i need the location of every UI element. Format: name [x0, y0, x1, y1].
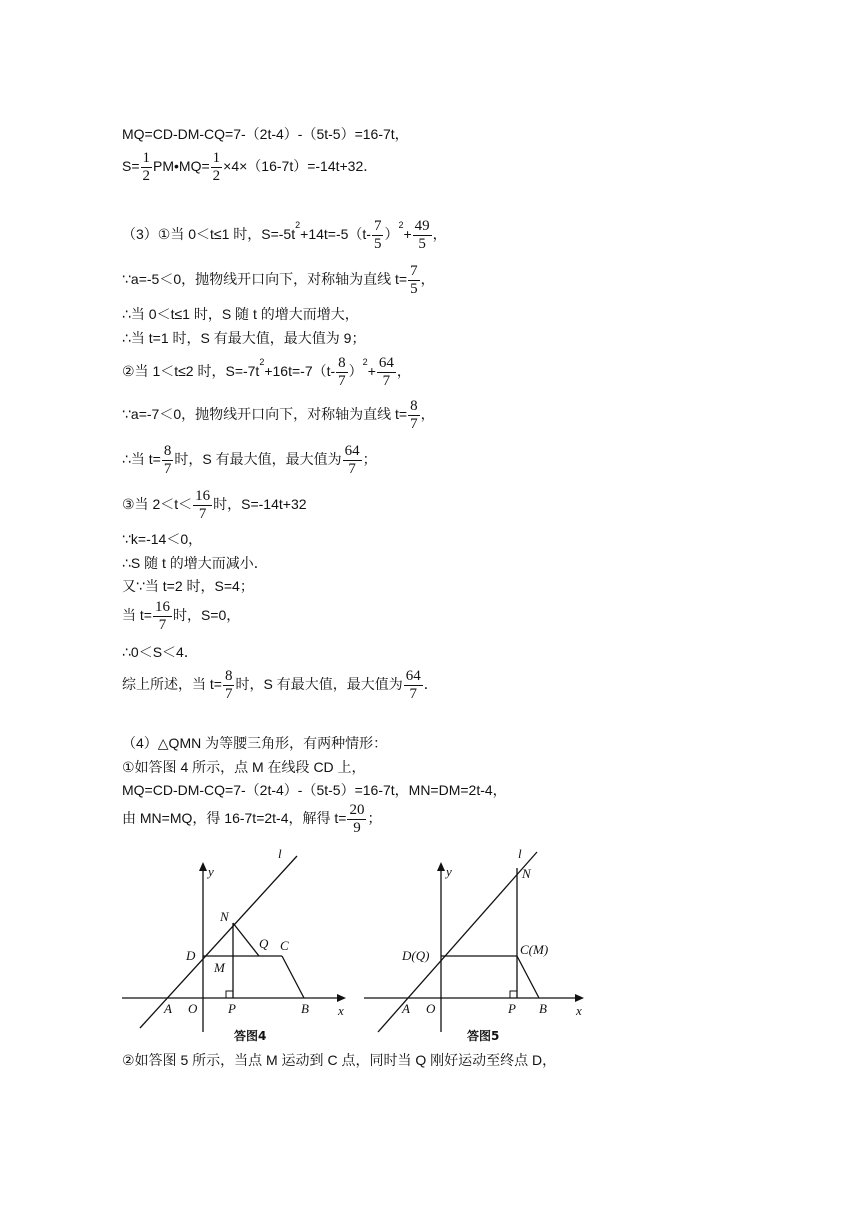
- label-b: B: [301, 1001, 309, 1016]
- fraction: [141, 150, 153, 185]
- fraction-denominator: 2: [142, 168, 151, 184]
- label-p: P: [228, 1001, 236, 1016]
- text-line-10: [122, 488, 307, 523]
- text-segment: 时，S=0，: [172, 607, 241, 624]
- text-line-3: [122, 218, 447, 253]
- fraction-denominator: 7: [158, 617, 167, 633]
- fraction-denominator: 7: [382, 373, 391, 389]
- fraction-numerator: 64: [405, 668, 421, 684]
- text-segment: ∴当 t=: [122, 451, 161, 468]
- text-segment: 当 t=: [122, 607, 152, 624]
- fraction-denominator: 7: [198, 506, 207, 522]
- fraction-numerator: 8: [224, 668, 233, 684]
- label-p: P: [508, 1001, 516, 1016]
- text-segment: ）: [348, 363, 363, 380]
- superscript: 2: [295, 220, 301, 230]
- text-segment: +16t=-7（t-: [264, 363, 336, 380]
- fraction-denominator: 7: [409, 686, 417, 702]
- text-line-14: [122, 599, 240, 634]
- fraction: [408, 398, 420, 433]
- label-c-m: C(M): [520, 942, 549, 957]
- fraction-numerator: 20: [349, 802, 365, 818]
- text-segment: PM•MQ=: [153, 158, 210, 175]
- text-line-9: [122, 443, 377, 478]
- x-axis-arrow: [337, 994, 346, 1002]
- fraction-numerator: 64: [378, 355, 394, 371]
- superscript: 2: [362, 357, 368, 367]
- label-y: y: [208, 864, 214, 879]
- fraction-denominator: 9: [353, 820, 361, 836]
- text-line-4: [122, 263, 435, 298]
- fraction-numerator: 8: [410, 398, 418, 414]
- text-line-11: ∵k=-14＜0，: [122, 531, 203, 547]
- fraction-numerator: 16: [195, 488, 211, 504]
- fraction-numerator: 8: [338, 355, 346, 371]
- text-segment: ③当 2＜t＜: [122, 496, 193, 513]
- text-segment: +: [367, 363, 376, 380]
- label-x: x: [338, 1003, 344, 1018]
- fraction: [404, 668, 423, 703]
- fraction-denominator: 5: [418, 236, 426, 252]
- text-line-20: [122, 802, 381, 837]
- figure-4-diagram: [120, 842, 360, 1047]
- fraction: [162, 443, 174, 478]
- y-axis-arrow: [437, 862, 445, 871]
- label-a: A: [402, 1001, 410, 1016]
- text-segment: ，: [432, 226, 447, 243]
- text-line-17: （4）△QMN 为等腰三角形，有两种情形：: [122, 735, 388, 751]
- text-segment: ，: [420, 271, 435, 288]
- fraction-denominator: 7: [410, 416, 418, 432]
- text-segment: 综上所述，当 t=: [122, 676, 222, 693]
- fraction-denominator: 7: [163, 461, 172, 477]
- fraction: [372, 218, 384, 253]
- text-line-7: [122, 355, 411, 390]
- text-segment: ，: [420, 406, 435, 423]
- text-line-16: [122, 668, 438, 703]
- fraction-numerator: 16: [154, 599, 170, 615]
- text-line-12: ∴S 随 t 的增大而减小．: [122, 555, 268, 571]
- fraction: [413, 218, 432, 253]
- fraction-denominator: 7: [224, 686, 233, 702]
- label-d: D: [186, 948, 196, 963]
- text-segment: ∵a=-7＜0，抛物线开口向下，对称轴为直线 t=: [122, 406, 408, 423]
- text-segment: S=: [122, 158, 140, 175]
- text-segment: 时，S 有最大值，最大值为: [174, 451, 342, 468]
- fraction: [193, 488, 212, 523]
- figure-5-caption: 答图5: [467, 1029, 500, 1043]
- label-a: A: [164, 1001, 172, 1016]
- text-segment: +: [403, 226, 412, 243]
- text-segment: ，: [396, 363, 411, 380]
- fraction-numerator: 7: [373, 218, 382, 234]
- fraction: [223, 668, 235, 703]
- right-angle-mark: [510, 991, 517, 998]
- fraction-numerator: 49: [414, 218, 430, 234]
- label-n: N: [220, 909, 229, 924]
- fraction: [377, 355, 396, 390]
- label-l: l: [518, 846, 522, 861]
- fraction: [408, 263, 420, 298]
- right-angle-mark: [226, 991, 233, 998]
- text-segment: ∵a=-5＜0，抛物线开口向下，对称轴为直线 t=: [122, 271, 408, 288]
- label-m: M: [214, 960, 225, 975]
- label-o: O: [188, 1001, 198, 1016]
- text-segment: 时，S=-14t+32: [213, 496, 307, 513]
- fraction-denominator: 2: [212, 168, 221, 184]
- y-axis-arrow: [199, 862, 207, 871]
- text-segment: （3）①当 0＜t≤1 时，S=-5t: [122, 226, 296, 243]
- segment-cb: [517, 956, 539, 998]
- label-q: Q: [259, 936, 269, 951]
- superscript: 2: [398, 220, 404, 230]
- text-line-13: 又∵当 t=2 时，S=4；: [122, 578, 254, 594]
- label-d-q: D(Q): [402, 948, 430, 963]
- fraction-numerator: 64: [344, 443, 360, 459]
- figure-4-caption: 答图4: [234, 1029, 267, 1043]
- text-line-2: [122, 150, 377, 185]
- label-x: x: [576, 1003, 582, 1018]
- text-segment: ）: [384, 226, 399, 243]
- text-segment: ×4×（16-7t）=-14t+32．: [223, 158, 378, 175]
- text-segment: ；: [362, 451, 377, 468]
- fraction-numerator: 8: [163, 443, 172, 459]
- label-o: O: [426, 1001, 436, 1016]
- fraction: [336, 355, 348, 390]
- fraction-numerator: 1: [142, 150, 151, 166]
- text-segment: +14t=-5（t-: [300, 226, 371, 243]
- fraction-denominator: 7: [338, 373, 346, 389]
- x-axis-arrow: [575, 994, 584, 1002]
- fraction-denominator: 7: [348, 461, 356, 477]
- fraction-denominator: 5: [373, 236, 382, 252]
- text-line-8: [122, 398, 435, 433]
- superscript: 2: [259, 357, 265, 367]
- text-line-5: ∴当 0＜t≤1 时，S 随 t 的增大而增大，: [122, 306, 359, 322]
- fraction-numerator: 7: [410, 263, 418, 279]
- fraction: [347, 802, 366, 837]
- label-b: B: [539, 1001, 547, 1016]
- text-segment: 由 MN=MQ，得 16-7t=2t-4，解得 t=: [122, 810, 347, 827]
- figure-5-diagram: [362, 842, 602, 1047]
- text-segment: ②当 1＜t≤2 时，S=-7t: [122, 363, 260, 380]
- label-y: y: [446, 864, 452, 879]
- text-line-19: MQ=CD-DM-CQ=7-（2t-4）-（5t-5）=16-7t，MN=DM=2t-4，: [122, 782, 507, 798]
- text-line-1: MQ=CD-DM-CQ=7-（2t-4）-（5t-5）=16-7t，: [122, 126, 409, 142]
- text-line-21: ②如答图 5 所示，当点 M 运动到 C 点，同时当 Q 刚好运动至终点 D，: [122, 1052, 557, 1068]
- text-segment: ．: [423, 676, 438, 693]
- text-segment: ；: [367, 810, 382, 827]
- text-line-18: ①如答图 4 所示，点 M 在线段 CD 上，: [122, 759, 366, 775]
- text-segment: 时，S 有最大值，最大值为: [235, 676, 403, 693]
- fraction-denominator: 5: [410, 281, 418, 297]
- fraction: [343, 443, 362, 478]
- segment-nq: [233, 923, 259, 956]
- label-n: N: [522, 866, 531, 881]
- label-c: C: [280, 938, 289, 953]
- fraction: [153, 599, 172, 634]
- fraction-numerator: 1: [212, 150, 221, 166]
- text-line-15: ∴0＜S＜4．: [122, 644, 198, 660]
- segment-cb: [282, 956, 304, 998]
- fraction: [211, 150, 223, 185]
- text-line-6: ∴当 t=1 时，S 有最大值，最大值为 9；: [122, 330, 366, 346]
- label-l: l: [278, 846, 282, 861]
